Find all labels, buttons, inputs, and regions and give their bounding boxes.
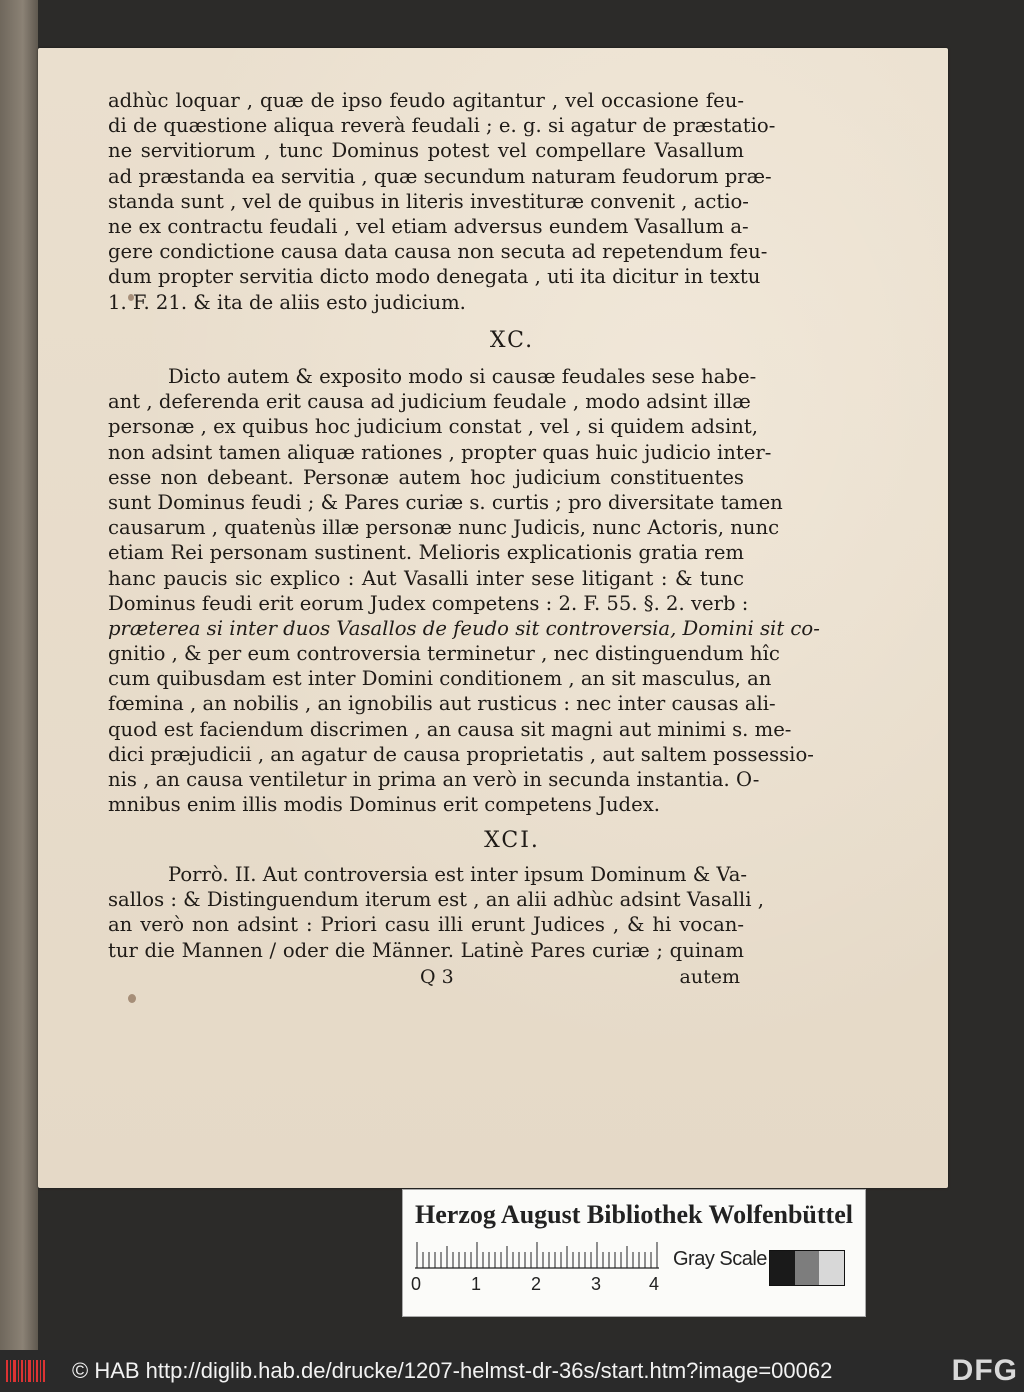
text-line: non adsint tamen aliquæ rationes , propter quas huic judicio inter- — [108, 440, 772, 464]
text-line: quod est faciendum discrimen , an causa sit magni aut minimi s. me- — [108, 717, 792, 741]
footer-bar — [0, 1350, 1024, 1392]
text-line: an verò non adsint : Priori casu illi erunt Judices , & hi vocan- — [108, 913, 744, 937]
paragraph-xc — [108, 364, 820, 817]
text-line: causarum , quatenùs illæ personæ nunc Judicis, nunc Actoris, nunc — [108, 516, 780, 540]
text-line: hanc paucis sic explico : Aut Vasalli inter sese litigant : & tunc — [108, 566, 744, 590]
text-line: adhùc loquar , quæ de ipso feudo agitantur , vel occasione feu- — [108, 89, 744, 112]
foxing-spot — [128, 994, 136, 1003]
text-line: Dominus feudi erit eorum Judex competens : 2. F. 55. §. 2. verb : — [108, 591, 749, 615]
gray-swatch-mid — [795, 1251, 820, 1285]
dfg-logo: DFG — [951, 1354, 1018, 1387]
text-line: ne ex contractu feudali , vel etiam adversus eundem Vasallum a- — [108, 214, 749, 238]
text-line: dici præjudicii , an agatur de causa proprietatis , aut saltem possessio- — [108, 742, 814, 766]
text-line: standa sunt , vel de quibus in literis investituræ convenit , actio- — [108, 189, 749, 213]
ruler-label: 0 — [411, 1274, 422, 1294]
gray-swatch-light — [819, 1251, 844, 1285]
text-line: tur die Mannen / oder die Männer. Latinè Pares curiæ ; quinam — [108, 938, 744, 962]
paragraph-xci — [108, 862, 764, 963]
text-line: Porrò. II. Aut controversia est inter ipsum Dominum & Va- — [168, 863, 748, 886]
ruler-label: 4 — [649, 1274, 660, 1294]
text-line: Dicto autem & exposito modo si causæ feudales sese habe- — [168, 365, 757, 388]
ruler-label: 2 — [531, 1274, 542, 1294]
underlying-page-edge — [0, 0, 38, 1350]
section-heading-xci: XCI. — [484, 828, 540, 853]
ruler-scale — [415, 1240, 665, 1270]
page-footer — [420, 966, 740, 994]
signature-mark: Q 3 — [420, 966, 454, 988]
text-line: ant , deferenda erit causa ad judicium feudale , modo adsint illæ — [108, 390, 751, 414]
text-line: fœmina , an nobilis , an ignobilis aut rusticus : nec inter causas ali- — [108, 692, 776, 716]
text-line: nis , an causa ventiletur in prima an verò in secunda instantia. O- — [108, 768, 760, 791]
text-line: esse non debeant. Personæ autem hoc judicium constituentes — [108, 465, 744, 489]
gray-scale-swatches — [769, 1250, 845, 1286]
text-line: ne servitiorum , tunc Dominus potest vel compellare Vasallum — [108, 139, 744, 163]
library-name: Herzog August Bibliothek Wolfenbüttel — [415, 1200, 853, 1229]
text-line: etiam Rei personam sustinent. Melioris explicationis gratia rem — [108, 541, 744, 565]
barcode-icon — [6, 1356, 46, 1386]
paragraph-top — [108, 88, 776, 315]
text-line: gnitio , & per eum controversia terminetur , nec distinguendum hîc — [108, 642, 780, 666]
gray-swatch-dark — [770, 1251, 795, 1285]
text-line: dum propter servitia dicto modo denegata , uti ita dicitur in textu — [108, 265, 761, 289]
text-line: gere condictione causa data causa non secuta ad repetendum feu- — [108, 240, 768, 264]
ruler-label: 3 — [591, 1274, 602, 1294]
text-line: præterea si inter duos Vasallos de feudo sit controversia, Domini sit co- — [108, 616, 820, 640]
catchword: autem — [679, 966, 740, 988]
text-line: sallos : & Distinguendum iterum est , an alii adhùc adsint Vasalli , — [108, 888, 764, 912]
text-line: 1. F. 21. & ita de aliis esto judicium. — [108, 290, 466, 314]
section-heading-xc: XC. — [489, 328, 535, 353]
text-line: cum quibusdam est inter Domini conditionem , an sit masculus, an — [108, 667, 772, 691]
text-line: di de quæstione aliqua reverà feudali ; e. g. si agatur de præstatio- — [108, 114, 776, 138]
ruler-label: 1 — [471, 1274, 482, 1294]
text-line: sunt Dominus feudi ; & Pares curiæ s. curtis ; pro diversitate tamen — [108, 490, 783, 514]
text-line: ad præstanda ea servitia , quæ secundum naturam feudorum præ- — [108, 164, 772, 188]
gray-scale-label: Gray Scale — [673, 1248, 767, 1270]
text-line: personæ , ex quibus hoc judicium constat , vel , si quidem adsint, — [108, 415, 758, 439]
copyright-link[interactable]: © HAB http://diglib.hab.de/drucke/1207-helmst-dr-36s/start.htm?image=00062 — [72, 1358, 833, 1383]
library-color-card — [402, 1189, 866, 1317]
text-line: mnibus enim illis modis Dominus erit competens Judex. — [108, 793, 660, 817]
